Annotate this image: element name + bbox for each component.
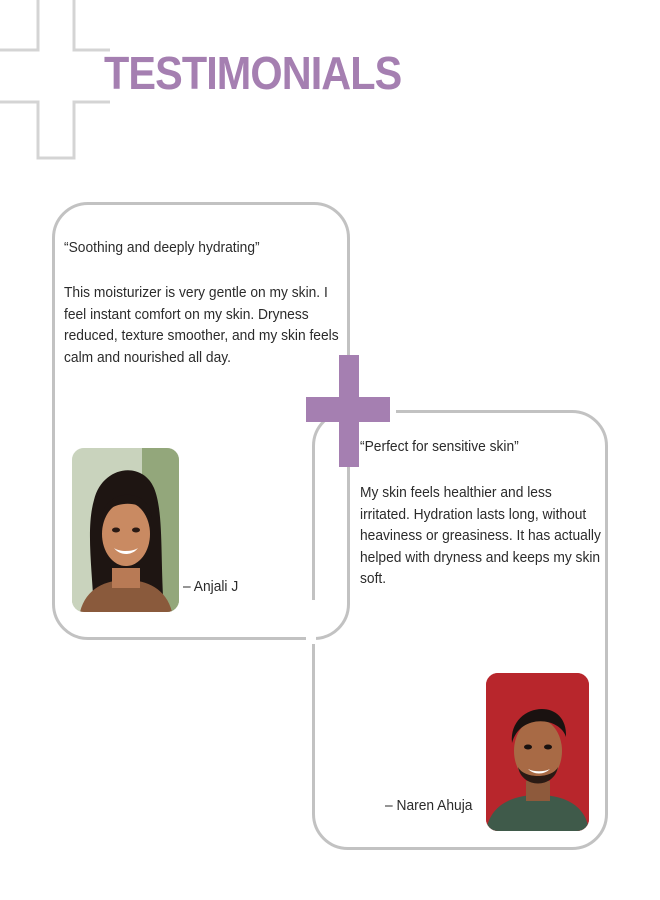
page-title: TESTIMONIALS <box>104 47 402 99</box>
man-portrait-icon <box>486 673 589 831</box>
testimonial-1-author: – Anjali J <box>183 578 239 595</box>
testimonial-1-avatar <box>72 448 179 612</box>
card-overlap-gap <box>306 600 316 644</box>
outlined-cross-icon <box>0 0 120 170</box>
woman-portrait-icon <box>72 448 179 612</box>
testimonial-2-author: – Naren Ahuja <box>385 797 473 814</box>
testimonial-2-body: My skin feels healthier and less irritated. Hydration lasts long, without heaviness or greasiness. It has actually helped with dryness and keeps my skin soft. <box>360 484 601 587</box>
testimonial-1-quote-title: “Soothing and deeply hydrating” <box>64 239 260 256</box>
testimonial-1-body: This moisturizer is very gentle on my skin. I feel instant comfort on my skin. Dryness reduced, texture smoother, and my skin feels calm and nourished all day. <box>64 284 339 366</box>
testimonial-2-quote-title: “Perfect for sensitive skin” <box>360 438 519 455</box>
testimonial-2-avatar <box>486 673 589 831</box>
